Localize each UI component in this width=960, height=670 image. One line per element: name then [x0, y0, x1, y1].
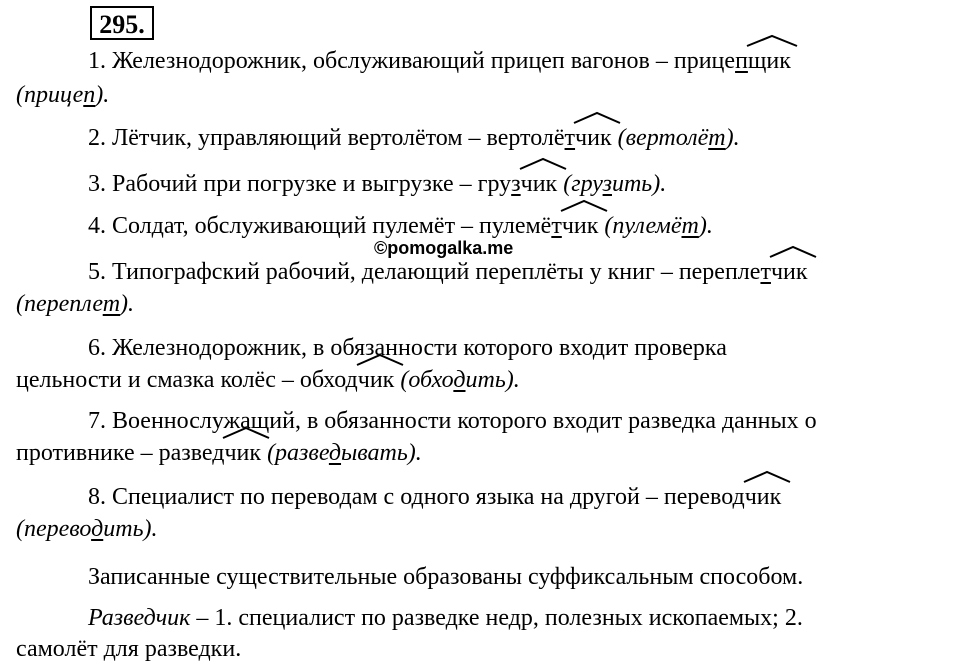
- suffix-arc-icon: [356, 354, 404, 366]
- suffix-arc-icon: [746, 35, 798, 47]
- item-8-line: [88, 482, 781, 512]
- item-7-source: (разведывать).: [267, 440, 422, 466]
- suffix-arc-icon: [769, 246, 817, 258]
- item-3-root-letter: з: [511, 171, 521, 197]
- item-1-suffix: щик: [748, 46, 791, 76]
- suffix-arc-icon: [573, 112, 621, 124]
- definition-text: – 1. специалист по разведке недр, полезных ископаемых; 2.: [190, 605, 803, 631]
- item-5-text: 5. Типографский рабочий, делающий переплёты у книг – перепле: [88, 259, 761, 285]
- item-7-line-1: 7. Военнослужащий, в обязанности которого входит разведка данных о: [88, 408, 817, 434]
- item-3-source: (грузить).: [563, 171, 667, 197]
- item-6-line-1: 6. Железнодорожник, в обязанности которого входит проверка: [88, 335, 727, 361]
- item-4-source: (пулемёт).: [604, 213, 713, 239]
- item-1-text: 1. Железнодорожник, обслуживающий прицеп вагонов – прице: [88, 48, 736, 74]
- item-5-source: (переплет).: [16, 291, 135, 317]
- suffix-arc-icon: [743, 471, 791, 483]
- watermark: ©pomogalka.me: [374, 238, 514, 258]
- item-4-line: [88, 211, 713, 241]
- item-5-line: [88, 257, 808, 287]
- item-6-source: (обходить).: [400, 367, 520, 393]
- item-8-text: 8. Специалист по переводам с одного языка на другой – перево: [88, 484, 733, 510]
- item-7-text: противнике – разве: [16, 440, 213, 466]
- item-2-root-letter: т: [564, 125, 576, 151]
- item-5-root-letter: т: [760, 259, 771, 285]
- item-4-root-letter: т: [551, 213, 562, 239]
- item-5-suffix: чик: [771, 257, 808, 287]
- item-2-line: [88, 123, 740, 153]
- item-7-suffix: чик: [224, 438, 261, 468]
- item-1-root-letter: п: [735, 48, 748, 74]
- item-2-suffix: чик: [575, 123, 612, 153]
- item-8-source: (переводить).: [16, 516, 158, 542]
- item-7-line-2: [16, 438, 422, 468]
- item-6-text: цельности и смазка колёс – обхо: [16, 367, 346, 393]
- suffix-arc-icon: [519, 158, 567, 170]
- definition-line-2: самолёт для разведки.: [16, 636, 242, 662]
- exercise-number: 295.: [90, 6, 154, 40]
- item-2-text: 2. Лётчик, управляющий вертолётом – вертолё: [88, 125, 565, 151]
- item-4-text: 4. Солдат, обслуживающий пулемёт – пулемё: [88, 213, 552, 239]
- item-6-suffix: чик: [358, 365, 395, 395]
- item-4-suffix: чик: [562, 211, 599, 241]
- item-7-root-letter: д: [212, 440, 225, 466]
- item-6-root-letter: д: [345, 367, 358, 393]
- item-2-source: (вертолёт).: [617, 125, 740, 151]
- item-8-root-letter: д: [732, 484, 745, 510]
- item-6-line-2: [16, 365, 520, 395]
- item-3-line: [88, 169, 666, 199]
- item-3-suffix: чик: [521, 169, 558, 199]
- suffix-arc-icon: [222, 427, 270, 439]
- item-1-source: (прицеп).: [16, 82, 110, 108]
- suffix-arc-icon: [560, 200, 608, 212]
- item-3-text: 3. Рабочий при погрузке и выгрузке – гру: [88, 171, 512, 197]
- item-8-suffix: чик: [745, 482, 782, 512]
- conclusion: Записанные существительные образованы суффиксальным способом.: [88, 564, 804, 590]
- item-1-line: [88, 46, 791, 76]
- definition-term: Разведчик: [88, 605, 191, 631]
- definition-line-1: [88, 603, 803, 633]
